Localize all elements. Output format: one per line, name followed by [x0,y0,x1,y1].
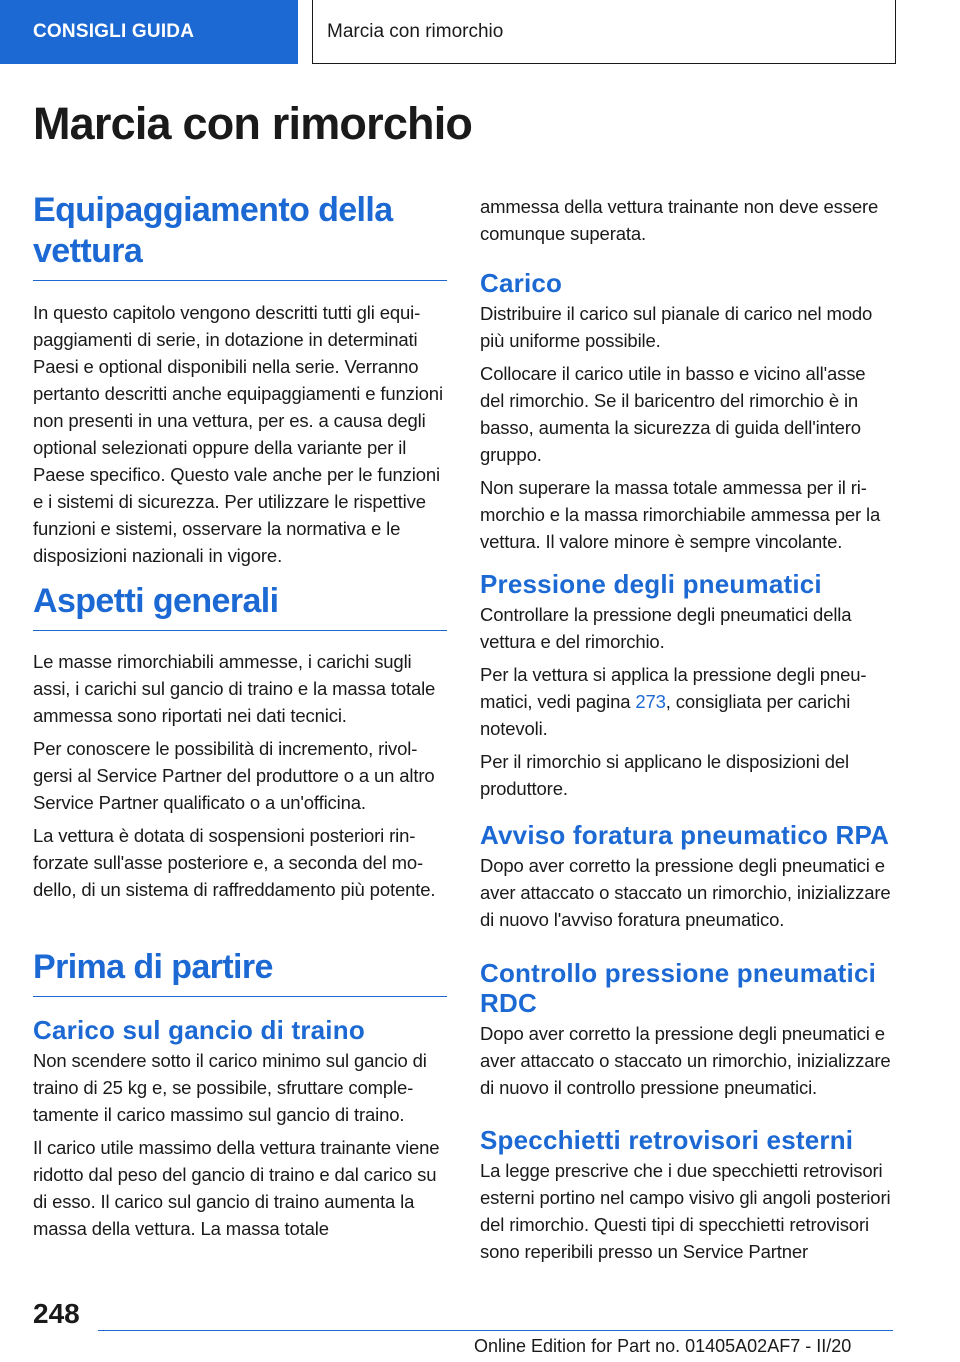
page-number: 248 [33,1298,80,1329]
heading-carico: Carico [480,268,563,298]
footer-divider [98,1330,893,1331]
section-specchietti [480,1125,894,1271]
section-pressione [480,569,894,808]
paragraph-rpa: Dopo aver corretto la pressione degli pneumatici e aver attaccato o staccato un rimorchio, inizializzare di nuovo l'avviso foratura pneumatico. [480,855,891,930]
heading-equipaggiamento: Equipaggiamento della vettura [33,190,447,281]
heading-carico-gancio: Carico sul gancio di traino [33,1015,365,1045]
heading-pressione: Pressione degli pneumatici [480,569,822,599]
heading-rdc: Controllo pressione pneumatici RDC [480,958,877,1018]
heading-aspetti-generali: Aspetti generali [33,581,447,631]
header-topic-label: Marcia con rimorchio [327,20,504,42]
paragraph-equipaggiamento: In questo capitolo vengono descritti tutti gli equipaggiamenti di serie, in dotazione in determinati Paesi e optional disponibili nella serie. Verranno pertanto descritti anche equipaggiamenti e funzioni non presenti in una vettura, per es. a causa degli optional selezionati oppure della variante per il Paese specifico. Questo vale anche per le funzioni e i sistemi di sicurezza. Per utilizzare le rispettive funzioni e sistemi, osservare la normativa e le disposizioni nazionali in vigore. [33,302,443,566]
paragraph-specchietti: La legge prescrive che i due specchietti retrovisori esterni portino nel campo visivo gli angoli posteriori del rimorchio. Questi tipi di specchietti retrovisori sono reperibili presso un Service Partner [480,1160,891,1262]
heading-specchietti: Specchietti retrovisori esterni [480,1125,854,1155]
footer-edition: Online Edition for Part no. 01405A02AF7 - II/20 [474,1336,852,1356]
heading-rpa: Avviso foratura pneumatico RPA [480,820,890,850]
paragraph-general-3: La vettura è dotata di sospensioni posteriori rinforzate sull'asse posteriore e, a seconda del modello, di un sistema di raffreddamento più potente. [33,825,436,900]
heading-prima-di-partire: Prima di partire [33,947,447,997]
section-rpa [480,820,894,939]
tyre-text-post: , consigliata per carichi notevoli. [480,691,851,739]
section-carico [480,268,894,561]
paragraph-general-2: Per conoscere le possibilità di incremento, rivolgersi al Service Partner del produttore o a un altro Service Partner qualificato o a un'officina. [33,738,435,813]
section-prima-di-partire [33,947,447,1248]
header-section-tab [0,0,298,64]
section-equipaggiamento [33,190,447,575]
page-link-273[interactable]: 273 [635,691,666,712]
paragraph-tyre-1: Controllare la pressione degli pneumatici della vettura e del rimorchio. [480,604,852,652]
paragraph-rdc: Dopo aver corretto la pressione degli pneumatici e aver attaccato o staccato un rimorchio, inizializzare di nuovo il controllo pressione pneumatici. [480,1023,891,1098]
paragraph-hitch-1: Non scendere sotto il carico minimo sul gancio di traino di 25 kg e, se possibile, sfruttare completamente il carico massimo sul gancio di traino. [33,1050,427,1125]
header-section-label: CONSIGLI GUIDA [33,21,195,42]
paragraph-load-2: Collocare il carico utile in basso e vicino all'asse del rimorchio. Se il baricentro del rimorchio è in basso, aumenta la sicurezza di guida dell'intero gruppo. [480,363,866,465]
paragraph-load-3: Non superare la massa totale ammessa per il rimorchio e la massa rimorchiabile ammessa per la vettura. Il valore minore è sempre vincolante. [480,477,881,552]
paragraph-tyre-2 [480,661,894,742]
header-topic-box [312,0,896,64]
paragraph-load-1: Distribuire il carico sul pianale di carico nel modo più uniforme possibile. [480,303,873,351]
paragraph-tyre-3: Per il rimorchio si applicano le disposizioni del produttore. [480,751,849,799]
page-title: Marcia con rimorchio [33,98,473,149]
paragraph-general-1: Le masse rimorchiabili ammesse, i carichi sugli assi, i carichi sul gancio di traino e la massa totale ammessa sono riportati nei dati tecnici. [33,651,436,726]
section-aspetti-generali [33,581,447,909]
paragraph-hitch-2: Il carico utile massimo della vettura trainante viene ridotto dal peso del gancio di traino e dal carico su di esso. Il carico sul gancio di traino aumenta la massa della vettura. La massa totale [33,1137,440,1239]
tyre-text-pre: Per la vettura si applica la pressione degli pneumatici, vedi pagina [480,664,867,712]
section-right-continuation [480,193,894,253]
section-rdc [480,958,894,1107]
paragraph-continuation: ammessa della vettura trainante non deve essere comunque superata. [480,196,879,244]
